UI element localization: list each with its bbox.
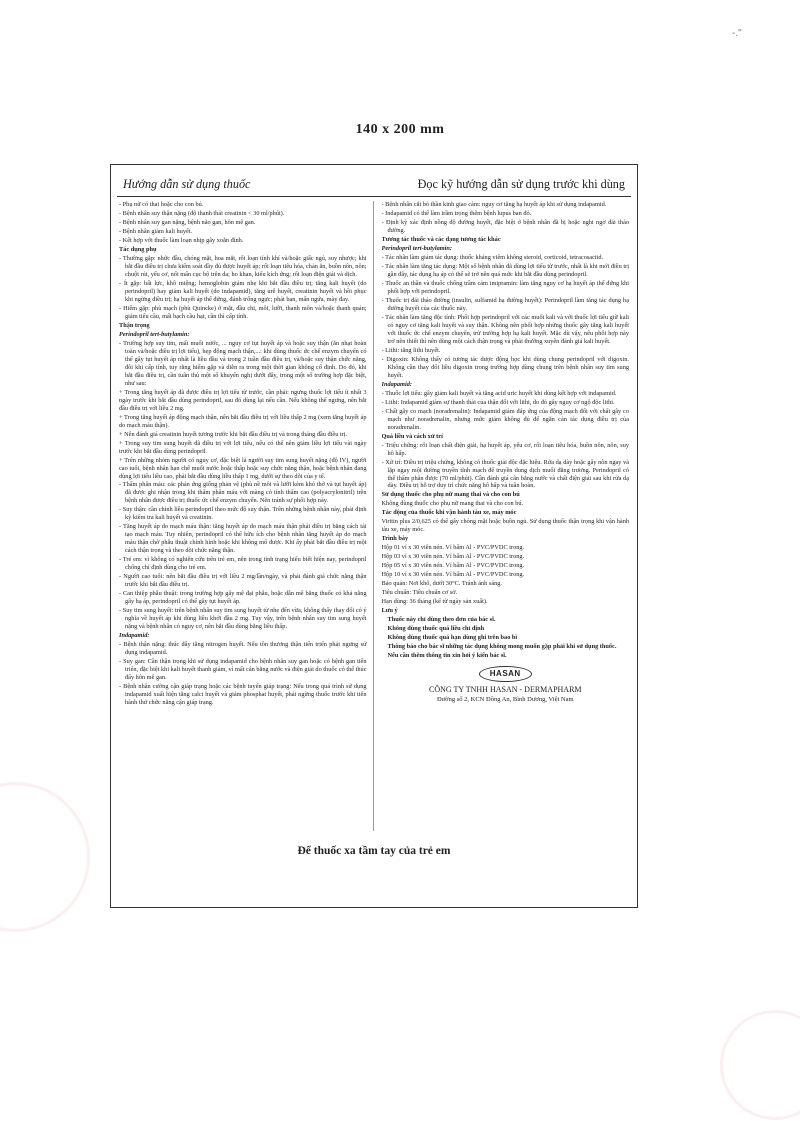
faded-stamp-mark (720, 1010, 800, 1120)
list-item: - Thuốc an thần và thuốc chống trầm cảm imipramin: làm tăng nguy cơ hạ huyết áp thế đứng khi phối hợp với perindopril. (382, 280, 630, 296)
list-item: - Trường hợp suy tim, mất muối nước, ... nguy cơ tụt huyết áp và hoặc suy thận (ăn nhạt hoàn toàn và/hoặc điều trị lợi tiểu), hẹp động mạch thận,...: khi dùng thuốc ức chế enzym chuyển có thể gây tụt huyết áp nhất là liều đầu và trong 2 tuần đầu điều trị, và/hoặc suy thận chức năng, đôi khi cấp tính, tuy rằng hiếm gặp và diễn ra trong một thời gian không cố định. Do đó, khi bắt đầu điều trị, cần tuân thủ một số khuyến nghị dưới đây, trong một số trường hợp đặc biệt, như sau: (119, 340, 367, 388)
company-name: CÔNG TY TNHH HASAN - DERMAPHARM (428, 685, 582, 695)
list-item: - Kết hợp với thuốc làm loạn nhịp gây xoắn đỉnh. (119, 237, 367, 245)
warning-line: Không dùng thuốc quá hạn dùng ghi trên bao bì (387, 634, 518, 642)
list-item: - Hiếm gặp: phù mạch (phù Quincke) ở mặt, đầu chi, môi, lưỡi, thanh môn và/hoặc thanh quản; giảm tiểu cầu, mất bạch cầu hạt, cần thì cấp tính. (119, 305, 367, 321)
warning-line: Thuốc này chỉ dùng theo đơn của bác sĩ. (387, 616, 496, 624)
list-item: - Thẩm phân máu: các phản ứng giống phản vệ (phù nề môi và lưỡi kèm khó thở và tụt huyết áp) đã được ghi nhận trong khi thẩm phân máu với màng có tính thẩm cao (polyacrylonitril) trên bệnh nhân được điều trị thuốc ức chế enzym chuyển. Nên tránh sự phối hợp này. (119, 481, 367, 505)
list-item: - Trẻ em: vì không có nghiên cứu trên trẻ em, nên trong tình trạng hiểu biết hiện nay, perindopril chống chỉ định dùng cho trẻ em. (119, 556, 367, 572)
dimension-label: 140 x 200 mm (355, 122, 445, 137)
paragraph: Hộp 03 vỉ x 30 viên nén. Vỉ bấm Al - PVC/PVDC trong. (381, 553, 525, 561)
subsection-heading: Indapamid: (381, 380, 412, 388)
corner-mark: -." (732, 28, 742, 39)
leaflet-header (111, 165, 637, 192)
list-item: - Tăng huyết áp do mạch máu thận: tăng huyết áp do mạch máu thận phải điều trị bằng cách tái tạo mạch máu. Tuy nhiên, perindopril có thể hữu ích cho bệnh nhân tăng huyết áp do mạch máu thận chờ phẫu thuật chỉnh hình hoặc khi không mổ được. Khi ấy phải bắt đầu điều trị một cách thận trọng và theo dõi chức năng thận. (119, 523, 367, 555)
list-item: - Thuốc trị đái tháo đường (insulin, sulfamid hạ đường huyết): Perindopril làm tăng tác dụng hạ đường huyết của các thuốc này. (382, 297, 630, 313)
list-item: - Ít gặp: bất lực, khô miệng; hemoglobin giảm nhẹ khi bắt đầu điều trị; tăng kali huyết (do perindopril) hay giảm kali huyết (do indapamid), tăng urê huyết, creatinin huyết và hồi phục khi ngừng điều trị; hạ huyết áp thế đứng, đánh trống ngực; phát ban, mẩn ngứa, mày đay. (119, 280, 367, 304)
subsection-heading: Perindopril tert-butylamin: (381, 244, 452, 252)
subsection-heading: Indapamid: (119, 632, 150, 640)
list-item: - Phụ nữ có thai hoặc cho con bú. (119, 201, 367, 209)
list-item: - Suy tim sung huyết: trên bệnh nhân suy tim sung huyết từ nhẹ đến vừa, không thấy thay đổi có ý nghĩa về huyết áp khi dùng liều khởi đầu 2 mg. Tuy vậy, trên bệnh nhân suy tim sung huyết nặng và bệnh nhân có nguy cơ, nên bắt đầu dùng bằng liều thấp. (119, 607, 367, 631)
list-item: - Chất gây co mạch (noradrenalin): Indapamid giảm đáp ứng của động mạch đối với chất gây co mạch như noradrenalin, nhưng mức giảm không đủ để ngăn cản tác dụng điều trị của noradrenalin. (382, 408, 630, 432)
list-item: - Digoxin: Không thấy có tương tác dược động học khi dùng chung perindopril với digoxin. Không cần thay đổi liều digoxin trong trường hợp dùng chung trên bệnh nhân suy tim sung huyết. (382, 356, 630, 380)
child-safety-warning: Để thuốc xa tầm tay của trẻ em (297, 845, 451, 857)
paragraph: + Trong suy tim sung huyết đã điều trị với lợi tiểu, nếu có thể nên giảm liều lợi tiểu vài ngày trước khi bắt đầu dùng perindopril. (119, 439, 367, 455)
list-item: - Bệnh nhân cắt bỏ thần kinh giao cảm: nguy cơ tăng hạ huyết áp khi sử dụng indapamid. (382, 201, 630, 209)
leaflet-body (111, 197, 637, 831)
list-item: - Lithi: Indapamid giảm sự thanh thải của thận đối với lithi, do đó gây nguy cơ ngộ độc lithi. (382, 399, 630, 407)
section-heading: Tác động của thuốc khi vận hành tàu xe, máy móc (381, 509, 517, 517)
paragraph: Hộp 10 vỉ x 30 viên nén. Vỉ bấm Al - PVC/PVDC trong. (381, 571, 525, 579)
paragraph: Viritin plus 2/0,625 có thể gây chóng mặt hoặc buồn ngủ. Sử dụng thuốc thận trọng khi vận hành tàu xe, máy móc. (381, 518, 629, 534)
list-item: - Tác nhân làm giảm tác dụng: thuốc kháng viêm không steroid, corticoid, tetracosactid. (382, 254, 630, 262)
section-heading: Tác dụng phụ (119, 245, 157, 253)
paragraph: Hộp 05 vỉ x 30 viên nén. Vỉ bấm Al - PVC/PVDC trong. (381, 562, 525, 570)
section-heading: Sử dụng thuốc cho phụ nữ mang thai và cho con bú (381, 491, 520, 499)
paragraph: Hộp 01 vỉ x 30 viên nén. Vỉ bấm Al - PVC/PVDC trong. (381, 544, 525, 552)
list-item: - Suy gan: Cần thận trọng khi sử dụng indapamid cho bệnh nhân suy gan hoặc có bệnh gan tiến triển, đặc biệt khi kali huyết thanh giảm, vì mất cân bằng nước và điện giải do thuốc có thể thúc đẩy hôn mê gan. (119, 658, 367, 682)
company-address: Đường số 2, KCN Đồng An, Bình Dương, Việt Nam (436, 696, 574, 704)
list-item: - Tác nhân làm tăng độc tính: Phối hợp perindopril với các muối kali và với thuốc lợi tiểu giữ kali có nguy cơ tăng kali huyết và suy thận. Không nên phối hợp những thuốc gây tăng kali huyết với thuốc ức chế enzym chuyển, trừ trường hợp hạ kali huyết. Mặc dù vậy, nếu phối hợp này trở nên thiết thì nên dùng một cách thận trọng và phải thường xuyên đánh giá kali huyết. (382, 314, 630, 346)
list-item: - Indapamid có thể làm trầm trọng thêm bệnh lupus ban đỏ. (382, 210, 630, 218)
list-item: - Tác nhân làm tăng tác dụng: Một số bệnh nhân đã dùng lợi tiểu từ trước, nhất là khi mới điều trị gần đây, tác dụng hạ áp có thể sẽ trở nên quá mức khi bắt đầu dùng perindopril. (382, 263, 630, 279)
list-item: - Triệu chứng: rối loạn chất điện giải, hạ huyết áp, yếu cơ, rối loạn tiêu hóa, buồn nôn, nôn, suy hô hấp. (382, 442, 630, 458)
paragraph: + Trong tăng huyết áp động mạch thận, nên bắt đầu điều trị với liều thấp 2 mg (xem tăng huyết áp do mạch máu thận). (119, 413, 367, 429)
left-column (119, 201, 374, 831)
section-heading: Tương tác thuốc và các dạng tương tác khác (381, 235, 501, 243)
paragraph: Hạn dùng: 36 tháng (kể từ ngày sản xuất). (381, 598, 488, 606)
faded-stamp-mark (0, 782, 90, 932)
paragraph: Bảo quản: Nơi khô, dưới 30°C. Tránh ánh sáng. (381, 580, 503, 588)
warning-line: Không dùng thuốc quá liều chỉ định (387, 625, 485, 633)
list-item: - Xử trí: Điều trị triệu chứng, không có thuốc giải độc đặc hiệu. Rửa dạ dày hoặc gây nôn ngay và lặp ngay một đường truyền tĩnh mạch để truyền dung dịch muối đẳng trương. Perindopril có thể thẩm phân được (70 ml/phút). Cần đánh giá cân bằng nước và chất điện giải sau khi rửa dạ dày. Điều trị hỗ trợ duy trì chức năng hô hấp và tuần hoàn. (382, 459, 630, 491)
paragraph: Không dùng thuốc cho phụ nữ mang thai và cho con bú. (381, 500, 524, 508)
list-item: - Thuốc lợi tiểu: gây giảm kali huyết và tăng acid uric huyết khi dùng kết hợp với indapamid. (382, 390, 630, 398)
paragraph: Tiêu chuẩn: Tiêu chuẩn cơ sở. (381, 589, 458, 597)
logo-box (382, 666, 630, 682)
paragraph: + Nên đánh giá creatinin huyết tương trước khi bắt đầu điều trị và trong tháng đầu điều trị. (119, 430, 348, 438)
right-column (382, 201, 630, 831)
subsection-heading: Perindopril tert-butylamin: (119, 330, 190, 338)
section-heading: Lưu ý (381, 607, 398, 615)
right-column-text (382, 201, 630, 660)
paragraph: + Trong tăng huyết áp đã được điều trị lợi tiểu từ trước, cần phải: ngưng thuốc lợi tiểu ít nhất 3 ngày trước khi bắt đầu dùng perindopril, sau đó dùng lại nếu cần. Nếu không thể ngưng, nên bắt đầu điều trị với liều 2 mg. (119, 388, 367, 412)
section-heading: Quá liều và cách xử trí (381, 432, 443, 440)
list-item: - Bệnh nhân cường cận giáp trạng hoặc các bệnh tuyến giáp trạng: Nếu trong quá trình sử dụng indapamid xuất hiện tăng calci huyết và giảm phosphat huyết, phải ngừng thuốc trước khi tiến hành thử chức năng cận giáp trạng. (119, 683, 367, 707)
hasan-logo: HASAN (479, 666, 532, 682)
leaflet-header-left: Hướng dẫn sử dụng thuốc (123, 177, 251, 191)
section-heading: Thận trọng (119, 321, 150, 329)
list-item: - Thường gặp: nhức đầu, chóng mặt, hoa mắt, rối loạn tính khí và/hoặc giấc ngủ, suy nhược; khi bắt đầu điều trị chưa kiểm soát đầy đủ được huyết áp; rối loạn tiêu hóa, chán ăn, buồn nôn, nôn; chuột rút, yếu cơ, nổi mẩn cục bộ trên da; ho khan, kiểu kích ứng; rối loạn điện giải và dịch. (119, 255, 367, 279)
list-item: - Định kỳ xác định nồng độ đường huyết, đặc biệt ở bệnh nhân đã bị hoặc nghi ngờ đái tháo đường. (382, 219, 630, 235)
section-heading: Trình bày (381, 535, 409, 543)
list-item: - Bệnh nhân suy gan nặng, bệnh não gan, hôn mê gan. (119, 219, 367, 227)
leaflet-panel (110, 164, 638, 908)
paragraph: + Trên những nhóm người có nguy cơ, đặc biệt là người suy tim sung huyết nặng (độ IV), người cao tuổi, bệnh nhân hạn chế muối nước hoặc thấp hoặc suy chức năng thận, hoặc bệnh nhân đang dùng lợi tiểu liều cao, phải bắt đầu dùng liều thấp 1 mg, dưới sự theo dõi của y tế. (119, 456, 367, 480)
list-item: - Bệnh nhân suy thận nặng (độ thanh thải creatinin < 30 ml/phút). (119, 210, 367, 218)
list-item: - Người cao tuổi: nên bắt đầu điều trị với liều 2 mg/lần/ngày, và phải đánh giá chức năng thận trước khi bắt đầu điều trị. (119, 573, 367, 589)
list-item: - Can thiệp phẫu thuật: trong trường hợp gây mê đại phẫu, hoặc dẫn mê bằng thuốc có khả năng gây hạ áp, perindopril có thể gây tụt huyết áp. (119, 590, 367, 606)
list-item: - Lithi: tăng lithi huyết. (382, 347, 630, 355)
leaflet-header-right: Đọc kỹ hướng dẫn sử dụng trước khi dùng (417, 177, 625, 191)
list-item: - Bệnh thận nặng: thúc đẩy tăng nitrogen huyết. Nếu tồn thương thận tiến triển phải ngưng sử dụng indapamid. (119, 641, 367, 657)
warning-line: Nếu cần thêm thông tin xin hỏi ý kiến bác sĩ. (387, 652, 507, 660)
warning-line: Thông báo cho bác sĩ những tác dụng không mong muốn gặp phải khi sử dụng thuốc. (387, 643, 617, 651)
list-item: - Suy thận: cần chỉnh liều perindopril theo mức độ suy thận. Trên những bệnh nhân này, phải định kỳ kiểm tra kali huyết và creatinin. (119, 506, 367, 522)
list-item: - Bệnh nhân giảm kali huyết. (119, 228, 367, 236)
